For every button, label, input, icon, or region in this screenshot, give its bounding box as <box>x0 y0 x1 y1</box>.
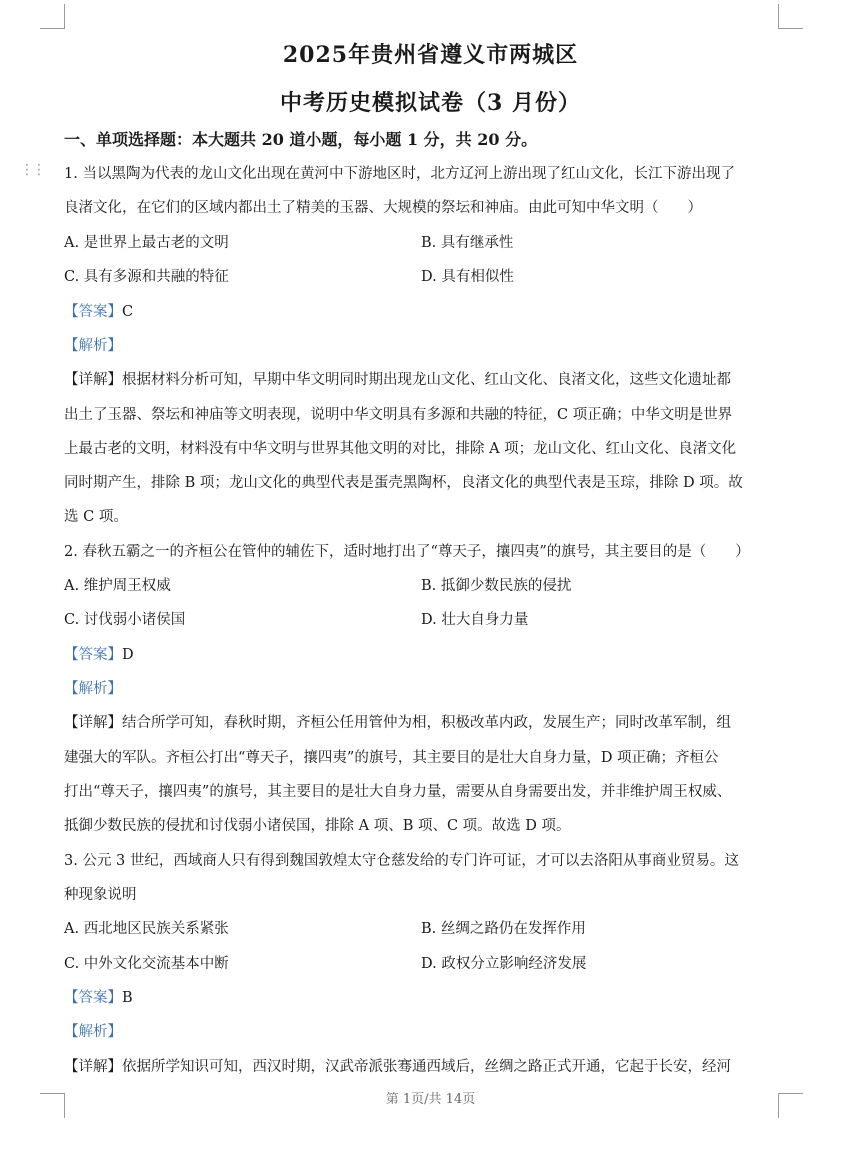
drag-handle-icon[interactable]: ⋮⋮ <box>20 162 44 178</box>
q2-answer <box>64 643 134 664</box>
q1-detail-line2: 出土了玉器、祭坛和神庙等文明表现，说明中华文明具有多源和共融的特征，C 项正确；中华文明是世界 <box>64 407 733 423</box>
q2-analysis-label <box>64 677 122 698</box>
q1-analysis-label <box>64 334 122 355</box>
answer-label: 【答案】 <box>64 304 122 320</box>
q1-answer <box>64 300 133 321</box>
q1-option-a: A. 是世界上最古老的文明 <box>64 235 229 251</box>
q2-option-b: B. 抵御少数民族的侵扰 <box>421 578 572 594</box>
q3-option-c: C. 中外文化交流基本中断 <box>64 956 229 972</box>
q1-option-d: D. 具有相似性 <box>421 269 514 285</box>
q3-stem-line1: 3. 公元 3 世纪，西域商人只有得到魏国敦煌太守仓慈发给的专门许可证，才可以去洛阳从事商业贸易。这 <box>64 853 739 869</box>
q1-detail-line4: 同时期产生，排除 B 项；龙山文化的典型代表是蛋壳黑陶杯，良渚文化的典型代表是玉琮，排除 D 项。故 <box>64 475 743 491</box>
q2-stem-line1: 2. 春秋五霸之一的齐桓公在管仲的辅佐下，适时地打出了“尊天子，攘四夷”的旗号，其主要目的是（ ） <box>64 544 750 560</box>
q2-option-d: D. 壮大自身力量 <box>421 612 529 628</box>
q3-answer <box>64 986 133 1007</box>
q3-detail-text1: 依据所学知识可知，西汉时期，汉武帝派张骞通西域后，丝绸之路正式开通，它起于长安，经河 <box>122 1059 731 1075</box>
q1-detail-line1 <box>64 368 731 389</box>
document-title-line2: 中考历史模拟试卷（3 月份） <box>280 90 581 116</box>
q3-answer-value: B <box>122 990 133 1006</box>
answer-label: 【答案】 <box>64 990 122 1006</box>
q1-detail-text1: 根据材料分析可知，早期中华文明同时期出现龙山文化、红山文化、良渚文化，这些文化遗址都 <box>122 372 731 388</box>
q3-option-a: A. 西北地区民族关系紧张 <box>64 921 229 937</box>
q2-detail-line4: 抵御少数民族的侵扰和讨伐弱小诸侯国，排除 A 项、B 项、C 项。故选 D 项。 <box>64 818 571 834</box>
answer-label: 【答案】 <box>64 647 122 663</box>
q1-answer-value: C <box>122 304 134 320</box>
crop-mark-top-left <box>40 4 65 29</box>
q2-option-c: C. 讨伐弱小诸侯国 <box>64 612 186 628</box>
crop-mark-top-right <box>778 4 803 29</box>
detail-label: 【详解】 <box>64 372 122 388</box>
q3-analysis-label <box>64 1020 122 1041</box>
q1-stem-line2: 良渚文化，在它们的区域内都出土了精美的玉器、大规模的祭坛和神庙。由此可知中华文明（ ） <box>64 200 702 216</box>
q1-option-c: C. 具有多源和共融的特征 <box>64 269 229 285</box>
q3-stem-line2: 种现象说明 <box>64 887 137 903</box>
q2-detail-text1: 结合所学可知，春秋时期，齐桓公任用管仲为相，积极改革内政，发展生产；同时改革军制，组 <box>122 715 731 731</box>
detail-label: 【详解】 <box>64 715 122 731</box>
q2-answer-value: D <box>122 647 134 663</box>
q2-detail-line1 <box>64 711 731 732</box>
detail-label: 【详解】 <box>64 1059 122 1075</box>
q2-option-a: A. 维护周王权威 <box>64 578 171 594</box>
q2-detail-line3: 打出“尊天子，攘四夷”的旗号，其主要目的是壮大自身力量，需要从自身需要出发，并非维护周王权威、 <box>64 784 732 800</box>
q3-option-d: D. 政权分立影响经济发展 <box>421 956 587 972</box>
page-footer: 第 1页/共 14页 <box>385 1092 476 1107</box>
document-title-line1: 2025年贵州省遵义市两城区 <box>282 42 579 68</box>
q3-detail-line1 <box>64 1055 731 1076</box>
analysis-label: 【解析】 <box>64 1024 122 1040</box>
q3-option-b: B. 丝绸之路仍在发挥作用 <box>421 921 586 937</box>
analysis-label: 【解析】 <box>64 338 122 354</box>
q1-detail-line3: 上最古老的文明，材料没有中华文明与世界其他文明的对比，排除 A 项；龙山文化、红山文化、良渚文化 <box>64 441 737 457</box>
q1-detail-line5: 选 C 项。 <box>64 509 128 525</box>
analysis-label: 【解析】 <box>64 681 122 697</box>
q2-detail-line2: 建强大的军队。齐桓公打出“尊天子，攘四夷”的旗号，其主要目的是壮大自身力量，D 项正确；齐桓公 <box>64 750 719 766</box>
q1-stem-line1: 1. 当以黑陶为代表的龙山文化出现在黄河中下游地区时，北方辽河上游出现了红山文化，长江下游出现了 <box>64 166 735 182</box>
section-heading: 一、单项选择题：本大题共 20 道小题，每小题 1 分，共 20 分。 <box>64 130 538 149</box>
q1-option-b: B. 具有继承性 <box>421 235 514 251</box>
